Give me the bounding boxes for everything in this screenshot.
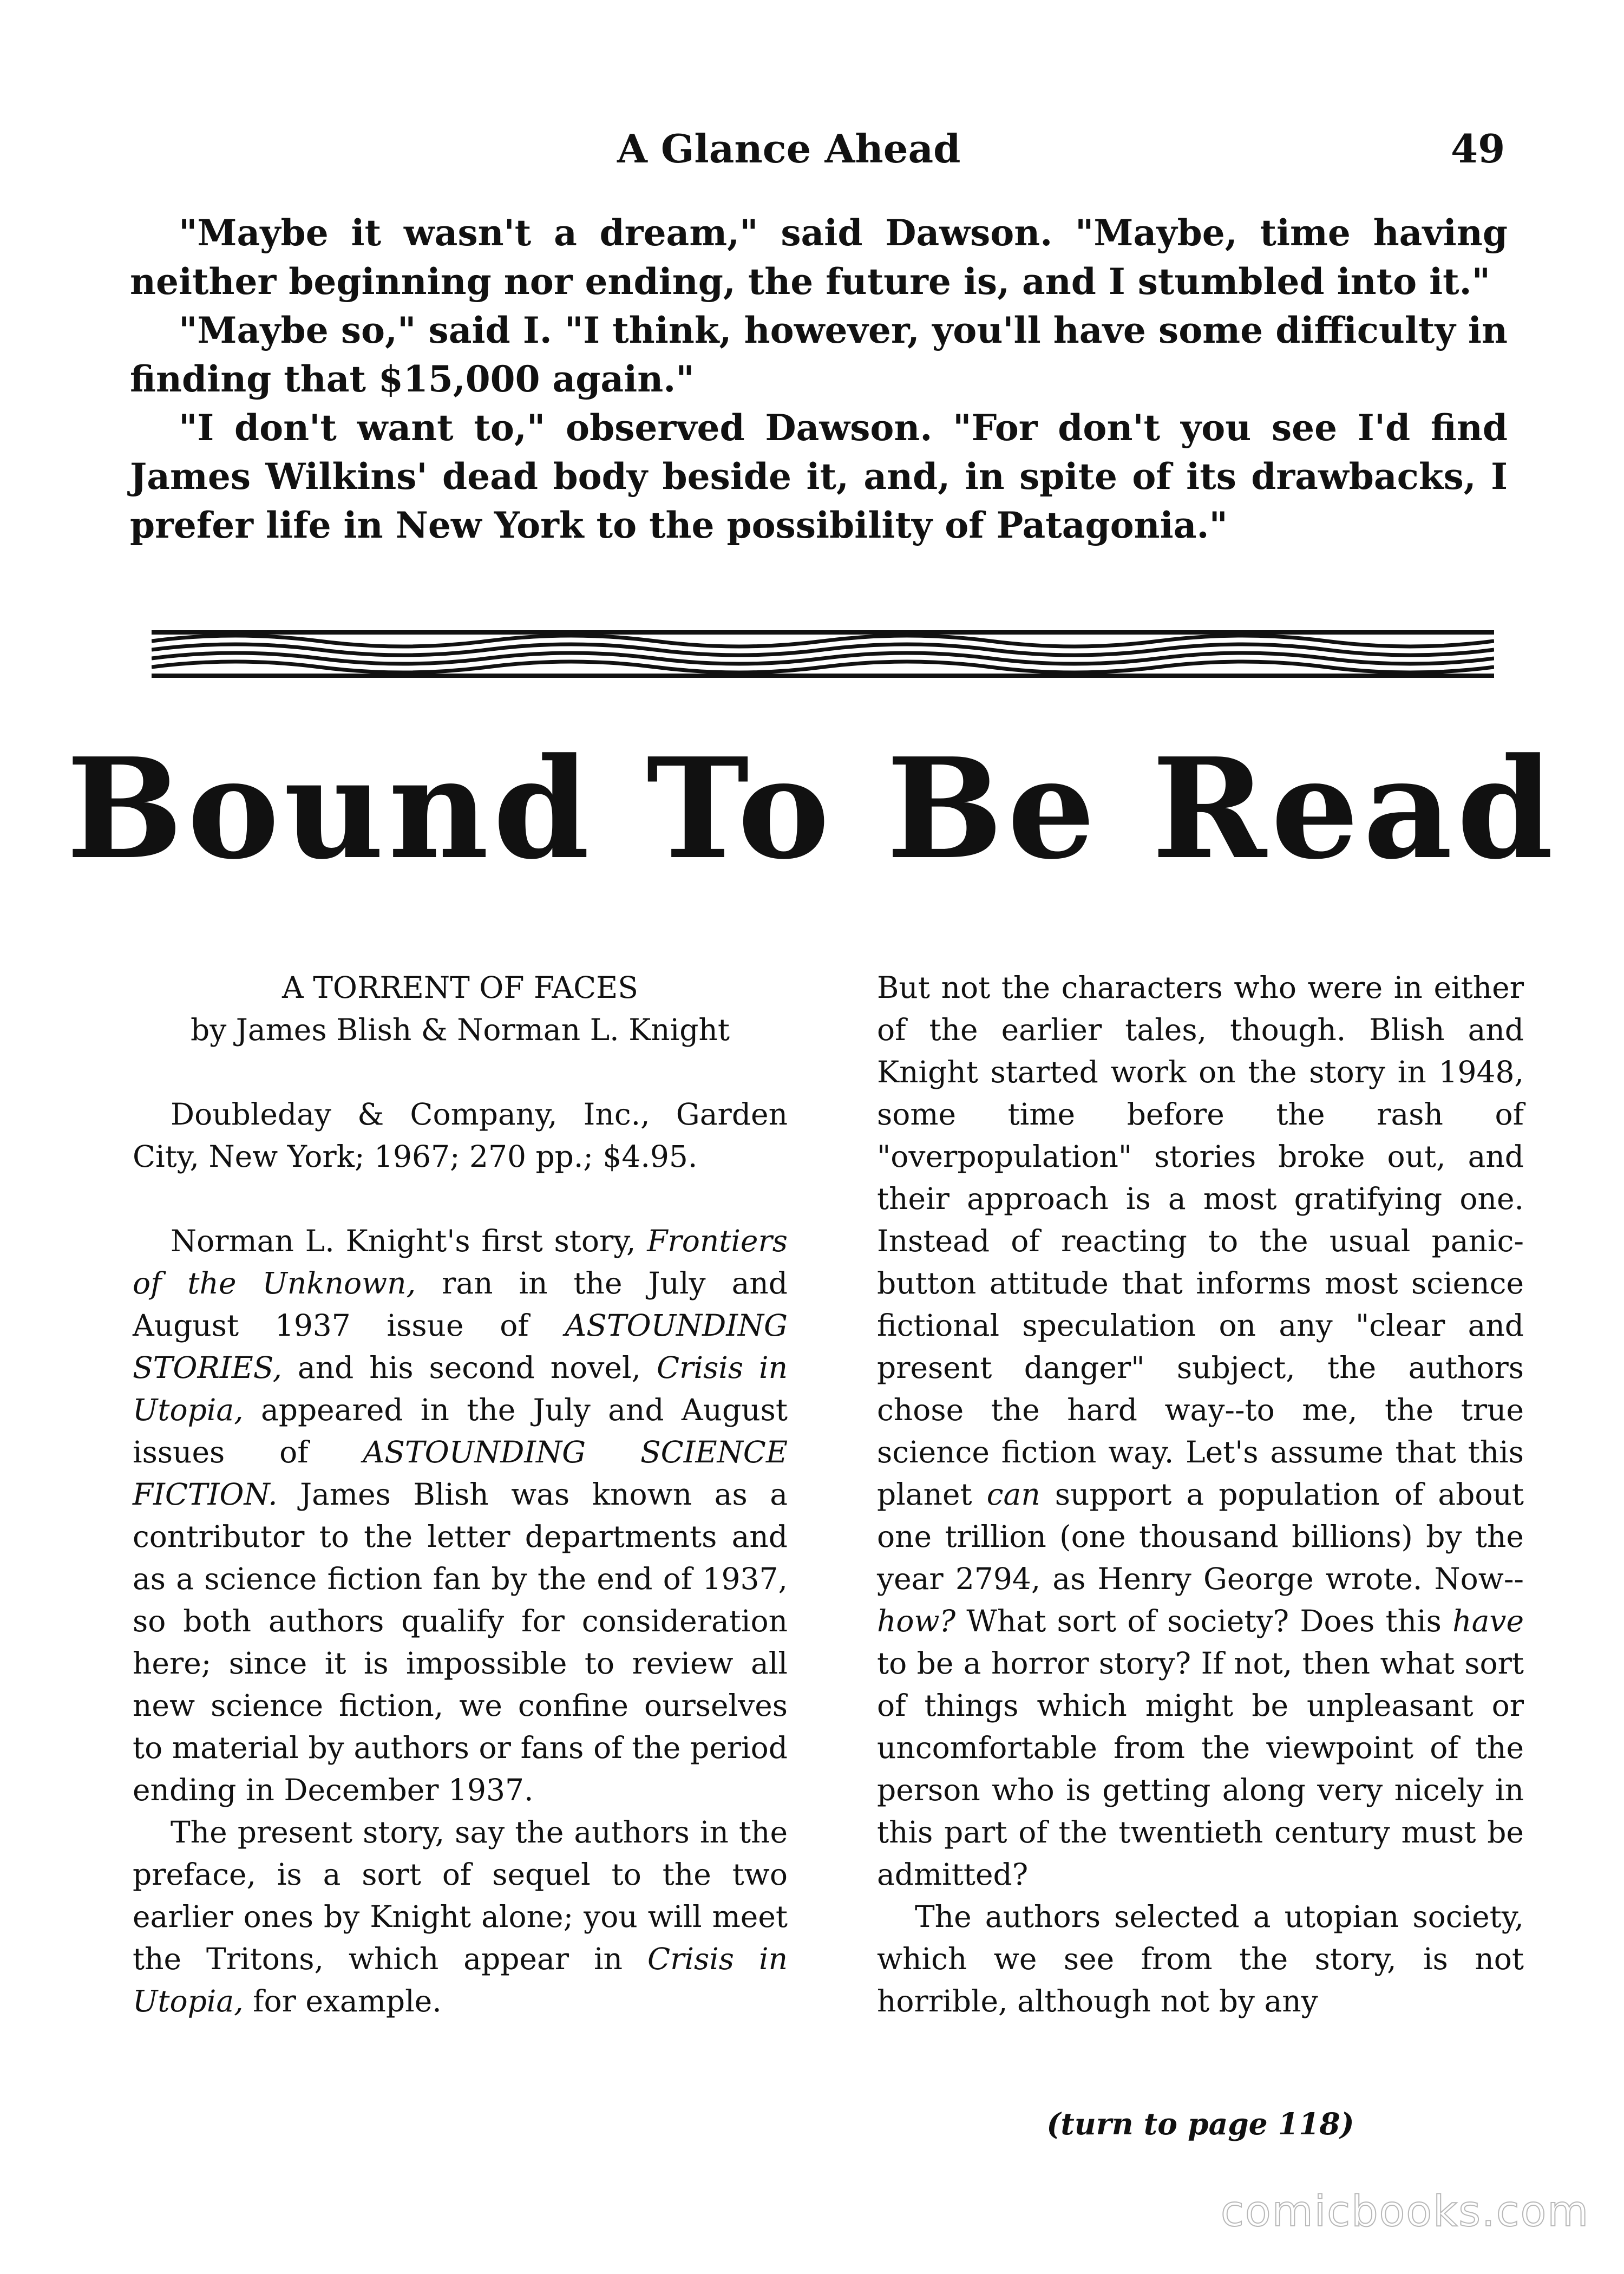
- review-column-left: [133, 966, 788, 2022]
- story-paragraph: "I don't want to," observed Dawson. "For don't you see I'd find James Wilkins' dead body beside it, and, in spite of its drawbacks, I prefer life in New York to the possibility of Patagonia.": [130, 407, 1508, 546]
- book-title: A TORRENT OF FACES: [282, 970, 638, 1005]
- review-paragraph: But not the characters who were in either of the earlier tales, though. Blish and Knight started work on the story in 1948, some time before the rash of "overpopulation" stories broke out, and their approach is a most gratifying one. Instead of reacting to the usual panic-button attitude that informs most science fictional speculation on any "clear and present danger" subject, the authors chose the hard way--to me, the true science fiction way. Let's assume that this planet can support a population of about one trillion (one thousand billions) by the year 2794, as Henry George wrote. Now--how? What sort of society? Does this have to be a horror story? If not, then what sort of things which might be unpleasant or uncomfortable from the viewpoint of the person who is getting along very nicely in this part of the twentieth century must be admitted?: [877, 970, 1524, 1892]
- review-paragraph: The present story, say the authors in the preface, is a sort of sequel to the two earlier ones by Knight alone; you will meet the Tritons, which appear in Crisis in Utopia, for example.: [133, 1815, 788, 2018]
- section-title: Bound To Be Read: [66, 728, 1558, 890]
- continuation-note: (turn to page 118): [1046, 2106, 1354, 2141]
- story-ending: [130, 208, 1508, 550]
- publisher-info: Doubleday & Company, Inc., Garden City, New York; 1967; 270 pp.; $4.95.: [133, 1097, 788, 1174]
- watermark-text: comicbooks.com: [1221, 2187, 1590, 2236]
- review-paragraph: The authors selected a utopian society, which we see from the story, is not horrible, although not by any: [877, 1899, 1524, 2018]
- page-number: 49: [1451, 126, 1505, 172]
- review-column-right: [877, 966, 1524, 2022]
- book-byline: by James Blish & Norman L. Knight: [191, 1012, 730, 1047]
- review-paragraph: Norman L. Knight's first story, Frontiers of the Unknown, ran in the July and August 1937 issue of ASTOUNDING STORIES, and his second novel, Crisis in Utopia, appeared in the July and August issues of ASTOUNDING SCIENCE FICTION. James Blish was known as a contributor to the letter departments and as a science fiction fan by the end of 1937, so both authors qualify for consideration here; since it is impossible to review all new science fiction, we confine ourselves to material by authors or fans of the period ending in December 1937.: [133, 1224, 788, 1807]
- running-header-title: A Glance Ahead: [617, 126, 961, 172]
- story-paragraph: "Maybe it wasn't a dream," said Dawson. "Maybe, time having neither beginning nor ending, the future is, and I stumbled into it.": [130, 212, 1508, 303]
- wavy-divider-ornament: [152, 623, 1494, 682]
- story-paragraph: "Maybe so," said I. "I think, however, you'll have some difficulty in finding that $15,000 again.": [130, 309, 1508, 400]
